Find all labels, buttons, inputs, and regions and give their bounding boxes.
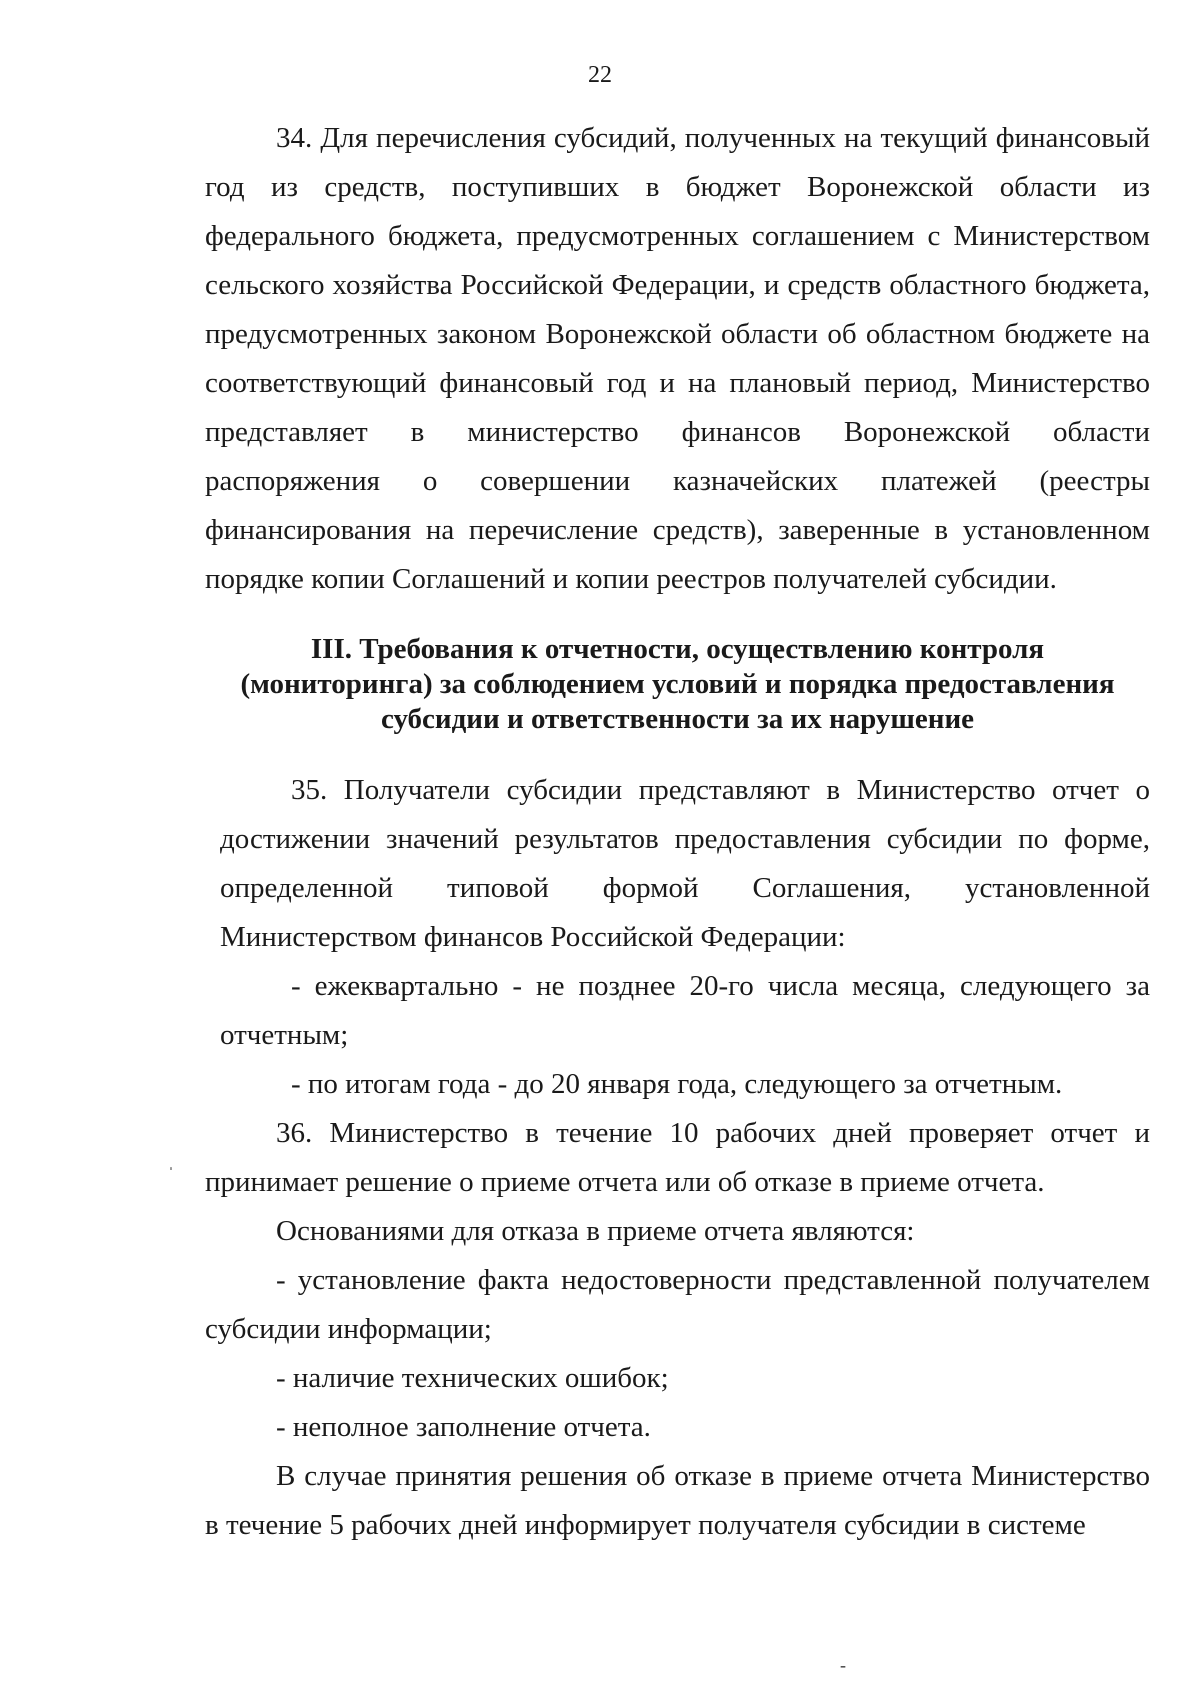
- list-item-quarterly: - ежеквартально - не позднее 20-го числа месяца, следующего за отчетным;: [220, 970, 1150, 1051]
- ground-item-2: - наличие технических ошибок;: [276, 1362, 669, 1394]
- scan-speck-mark: ˌ: [168, 1150, 174, 1170]
- section-heading-line-2: (мониторинга) за соблюдением условий и порядка предоставления: [240, 668, 1115, 700]
- paragraph-refusal: В случае принятия решения об отказе в приеме отчета Министерство в течение 5 рабочих дней информирует получателя субсидии в системе: [205, 1460, 1150, 1541]
- section-heading-line-1: III. Требования к отчетности, осуществлению контроля: [310, 633, 1045, 665]
- paragraph-35: 35. Получатели субсидии представляют в Министерство отчет о достижении значений результатов предоставления субсидии по форме, определенной типовой формой Соглашения, установленной Министерством финансов Российской Федерации:: [220, 774, 1150, 953]
- paragraph-34: 34. Для перечисления субсидий, полученных на текущий финансовый год из средств, поступивших в бюджет Воронежской области из федерального бюджета, предусмотренных соглашением с Министерством сельского хозяйства Российской Федерации, и средств областного бюджета, предусмотренных законом Воронежской области об областном бюджете на соответствующий финансовый год и на плановый период, Министерство представляет в министерство финансов Воронежской области распоряжения о совершении казначейских платежей (реестры финансирования на перечисление средств), заверенные в установленном порядке копии Соглашений и копии реестров получателей субсидии.: [205, 122, 1150, 595]
- grounds-intro: Основаниями для отказа в приеме отчета являются:: [276, 1215, 915, 1247]
- section-heading: [205, 632, 1150, 737]
- page-number: 22: [588, 62, 612, 88]
- paragraph-36-block: [205, 1109, 1150, 1550]
- section-heading-line-3: субсидии и ответственности за их нарушение: [380, 703, 975, 735]
- list-item-yearly: - по итогам года - до 20 января года, следующего за отчетным.: [291, 1068, 1063, 1100]
- paragraph-34-block: [205, 114, 1150, 604]
- paragraph-35-block: [220, 766, 1150, 1109]
- ground-item-3: - неполное заполнение отчета.: [276, 1411, 651, 1443]
- paragraph-36: 36. Министерство в течение 10 рабочих дней проверяет отчет и принимает решение о приеме отчета или об отказе в приеме отчета.: [205, 1117, 1150, 1198]
- scan-dash-mark: -: [840, 1655, 846, 1675]
- ground-item-1: - установление факта недостоверности представленной получателем субсидии информации;: [205, 1264, 1150, 1345]
